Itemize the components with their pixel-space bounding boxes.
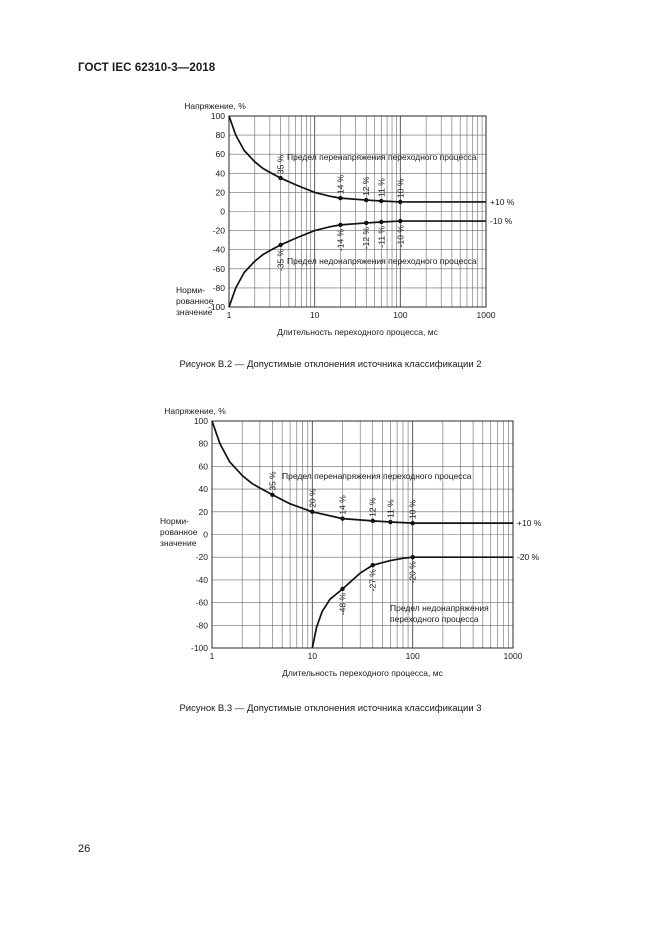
data-point-label: 20 % (307, 488, 318, 508)
series-name-label: переходного процесса (390, 614, 479, 624)
data-point-marker (278, 176, 282, 180)
series-end-label: +10 % (490, 196, 515, 207)
x-axis-label: Длительность переходного процесса, мс (282, 668, 443, 678)
side-axis-label: значение (176, 307, 213, 317)
figure-caption-b3: Рисунок В.3 — Допустимые отклонения источника классификации 3 (179, 703, 482, 714)
y-tick-label: -100 (207, 302, 225, 312)
x-tick-label: 1 (226, 310, 232, 320)
series-name-label: Предел недонапряжения переходного процесса (287, 256, 477, 266)
y-tick-label: 80 (198, 438, 208, 449)
series-name-label: Предел перенапряжения переходного процесса (282, 471, 472, 481)
data-point-label: 14 % (337, 495, 348, 515)
data-point-label: -20 % (407, 561, 418, 584)
data-point-label: 14 % (335, 174, 346, 195)
y-tick-label: -40 (212, 244, 225, 255)
chart-b2 (0, 92, 661, 337)
series-name-label: Предел недонапряжения (390, 603, 489, 613)
document-header: ГОСТ IEC 62310-3—2018 (78, 62, 216, 74)
y-tick-label: -80 (212, 282, 225, 293)
data-point-marker (379, 199, 383, 203)
x-tick-label: 1000 (476, 310, 496, 320)
y-tick-label: 20 (215, 187, 225, 198)
data-point-marker (340, 587, 344, 591)
figure-b3 (0, 398, 661, 688)
data-point-marker (410, 521, 414, 525)
side-axis-label: Норми- (160, 516, 190, 526)
chart-b3 (0, 398, 661, 688)
data-point-label: 12 % (361, 176, 372, 197)
data-point-marker (340, 516, 344, 520)
y-axis-label: Напряжение, % (164, 406, 226, 416)
chart-grid (229, 116, 486, 307)
y-tick-label: -60 (195, 597, 208, 608)
data-point-marker (398, 200, 402, 204)
y-tick-label: 0 (220, 206, 225, 217)
data-point-label: -14 % (335, 228, 346, 252)
data-point-label: 10 % (395, 178, 406, 198)
data-point-label: 35 % (267, 471, 278, 491)
data-point-label: -12 % (361, 226, 372, 250)
data-point-label: -11 % (376, 226, 387, 248)
y-tick-label: 40 (215, 168, 225, 179)
y-tick-label: 60 (198, 461, 208, 472)
data-point-marker (371, 519, 375, 523)
series-end-label: +10 % (517, 518, 542, 529)
figure-caption-b2: Рисунок В.2 — Допустимые отклонения источника классификации 2 (179, 359, 482, 370)
x-tick-label: 1000 (503, 651, 523, 661)
y-tick-label: -80 (195, 620, 208, 631)
data-point-marker (379, 220, 383, 224)
y-tick-label: 100 (210, 111, 225, 121)
data-point-label: -48 % (337, 592, 348, 616)
y-tick-label: 20 (198, 506, 208, 517)
y-tick-label: -60 (212, 263, 225, 274)
figure-b2 (0, 92, 661, 337)
data-point-marker (364, 198, 368, 202)
data-point-marker (278, 243, 282, 247)
y-tick-label: 40 (198, 484, 208, 495)
page-number: 26 (78, 843, 91, 855)
data-point-label: 10 % (407, 499, 418, 520)
data-point-label: -35 % (275, 248, 286, 272)
data-point-label: 35 % (275, 154, 286, 175)
data-point-marker (371, 563, 375, 567)
data-point-marker (364, 221, 368, 225)
y-tick-label: -40 (195, 574, 208, 585)
y-tick-label: -20 (195, 552, 208, 563)
x-tick-label: 1 (209, 651, 215, 661)
x-tick-label: 10 (307, 651, 318, 661)
data-point-marker (388, 520, 392, 524)
data-point-label: 11 % (376, 178, 387, 197)
data-point-label: -10 % (395, 225, 406, 248)
data-point-marker (338, 196, 342, 200)
data-point-label: -27 % (367, 569, 378, 592)
series-name-label: Предел перенапряжения переходного процесса (287, 152, 477, 162)
data-point-label: 12 % (367, 497, 378, 517)
series-end-label: -20 % (517, 552, 540, 563)
data-point-marker (270, 493, 274, 497)
y-tick-label: 60 (215, 149, 225, 160)
y-tick-label: 100 (193, 416, 208, 426)
x-tick-label: 100 (405, 651, 420, 661)
x-tick-label: 100 (393, 310, 408, 320)
data-point-marker (398, 219, 402, 223)
data-point-marker (410, 555, 414, 559)
y-tick-label: -20 (212, 225, 225, 236)
series-end-label: -10 % (490, 216, 513, 227)
x-axis-label: Длительность переходного процесса, мс (277, 327, 438, 337)
side-axis-label: Норми- (176, 285, 206, 295)
data-point-marker (310, 510, 314, 514)
y-tick-label: -100 (190, 643, 208, 653)
y-axis-label: Напряжение, % (184, 101, 246, 111)
data-point-marker (338, 223, 342, 227)
data-point-label: 11 % (385, 499, 396, 519)
x-tick-label: 10 (309, 310, 320, 320)
side-axis-label: рованное (176, 296, 214, 306)
side-axis-label: рованное (160, 527, 198, 537)
side-axis-label: значение (160, 538, 197, 548)
y-tick-label: 80 (215, 130, 225, 141)
y-tick-label: 0 (203, 529, 208, 540)
